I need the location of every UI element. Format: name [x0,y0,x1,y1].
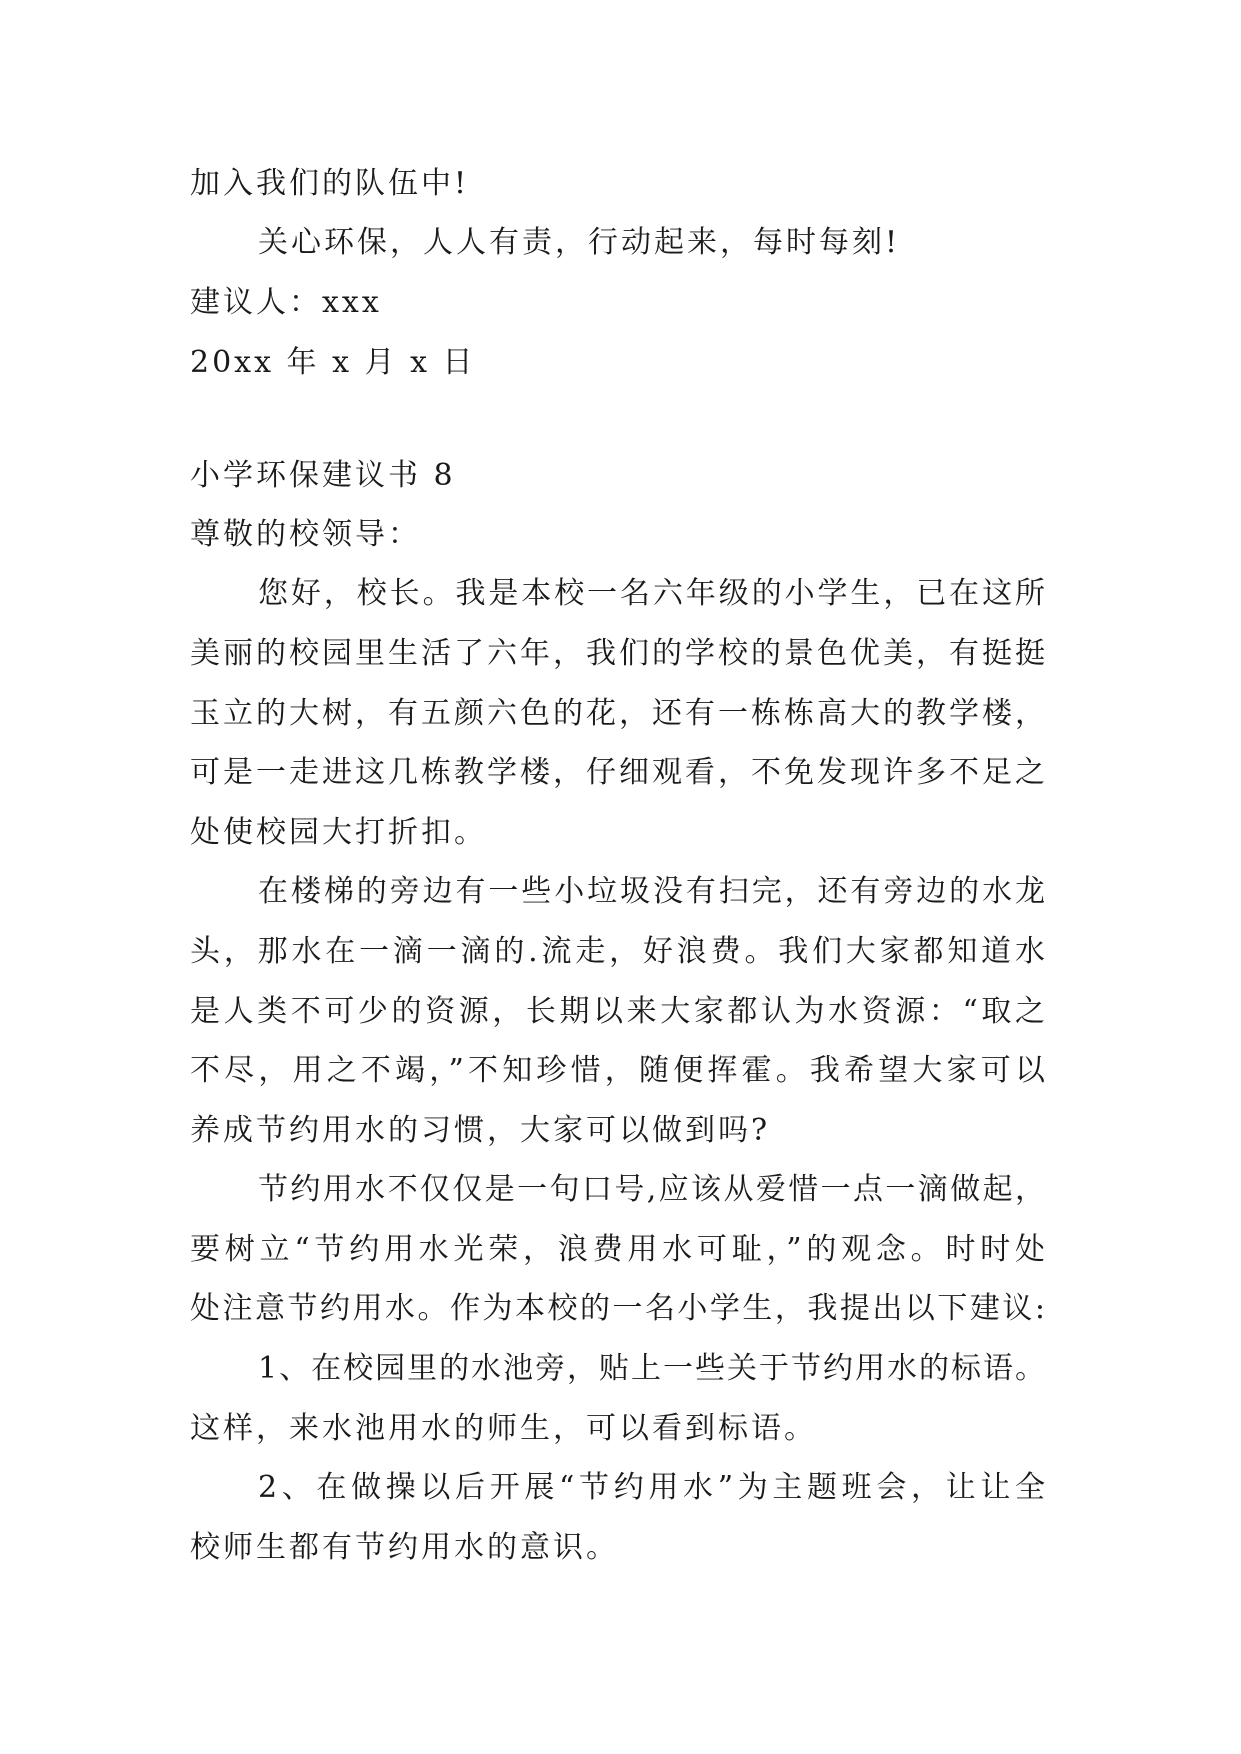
paragraph-line: 节约用水不仅仅是一句口号,应该从爱惜一点一滴做起， [258,1172,1045,1207]
paragraph-line: 可是一走进这几栋教学楼，仔细观看，不免发现许多不足之 [190,755,1045,790]
paragraph-line: 玉立的大树，有五颜六色的花，还有一栋栋高大的教学楼， [190,696,1045,731]
paragraph-line: 头，那水在一滴一滴的.流走，好浪费。我们大家都知道水 [190,934,1045,969]
paragraph-line: 处注意节约用水。作为本校的一名小学生，我提出以下建议: [190,1291,1045,1326]
paragraph-line: 处使校园大打折扣。 [190,815,487,850]
list-item-1-cont: 这样，来水池用水的师生，可以看到标语。 [190,1411,817,1446]
paragraph-line: 您好，校长。我是本校一名六年级的小学生，已在这所 [258,576,1045,611]
list-item-1: 1、在校园里的水池旁，贴上一些关于节约用水的标语。 [258,1351,1045,1386]
list-item-2-cont: 校师生都有节约用水的意识。 [190,1530,619,1565]
date-line: 20xx 年 x 月 x 日 [190,345,476,380]
proposer-line: 建议人：xxx [190,285,382,320]
paragraph-line: 要树立“节约用水光荣，浪费用水可耻，”的观念。时时处 [190,1232,1045,1267]
salutation: 尊敬的校领导： [190,517,421,552]
section-title: 小学环保建议书 8 [190,458,456,493]
paragraph-line: 不尽，用之不竭，”不知珍惜，随便挥霍。我希望大家可以 [190,1053,1045,1088]
list-item-2: 2、在做操以后开展“节约用水”为主题班会，让让全 [258,1470,1045,1505]
paragraph-line: 养成节约用水的习惯，大家可以做到吗? [190,1113,771,1148]
paragraph-line: 美丽的校园里生活了六年，我们的学校的景色优美，有挺挺 [190,636,1045,671]
paragraph-line: 是人类不可少的资源，长期以来大家都认为水资源：“取之 [190,994,1045,1029]
closing-slogan: 关心环保，人人有责，行动起来，每时每刻! [258,225,901,260]
closing-line-1: 加入我们的队伍中! [190,166,470,201]
paragraph-line: 在楼梯的旁边有一些小垃圾没有扫完，还有旁边的水龙 [258,874,1045,909]
